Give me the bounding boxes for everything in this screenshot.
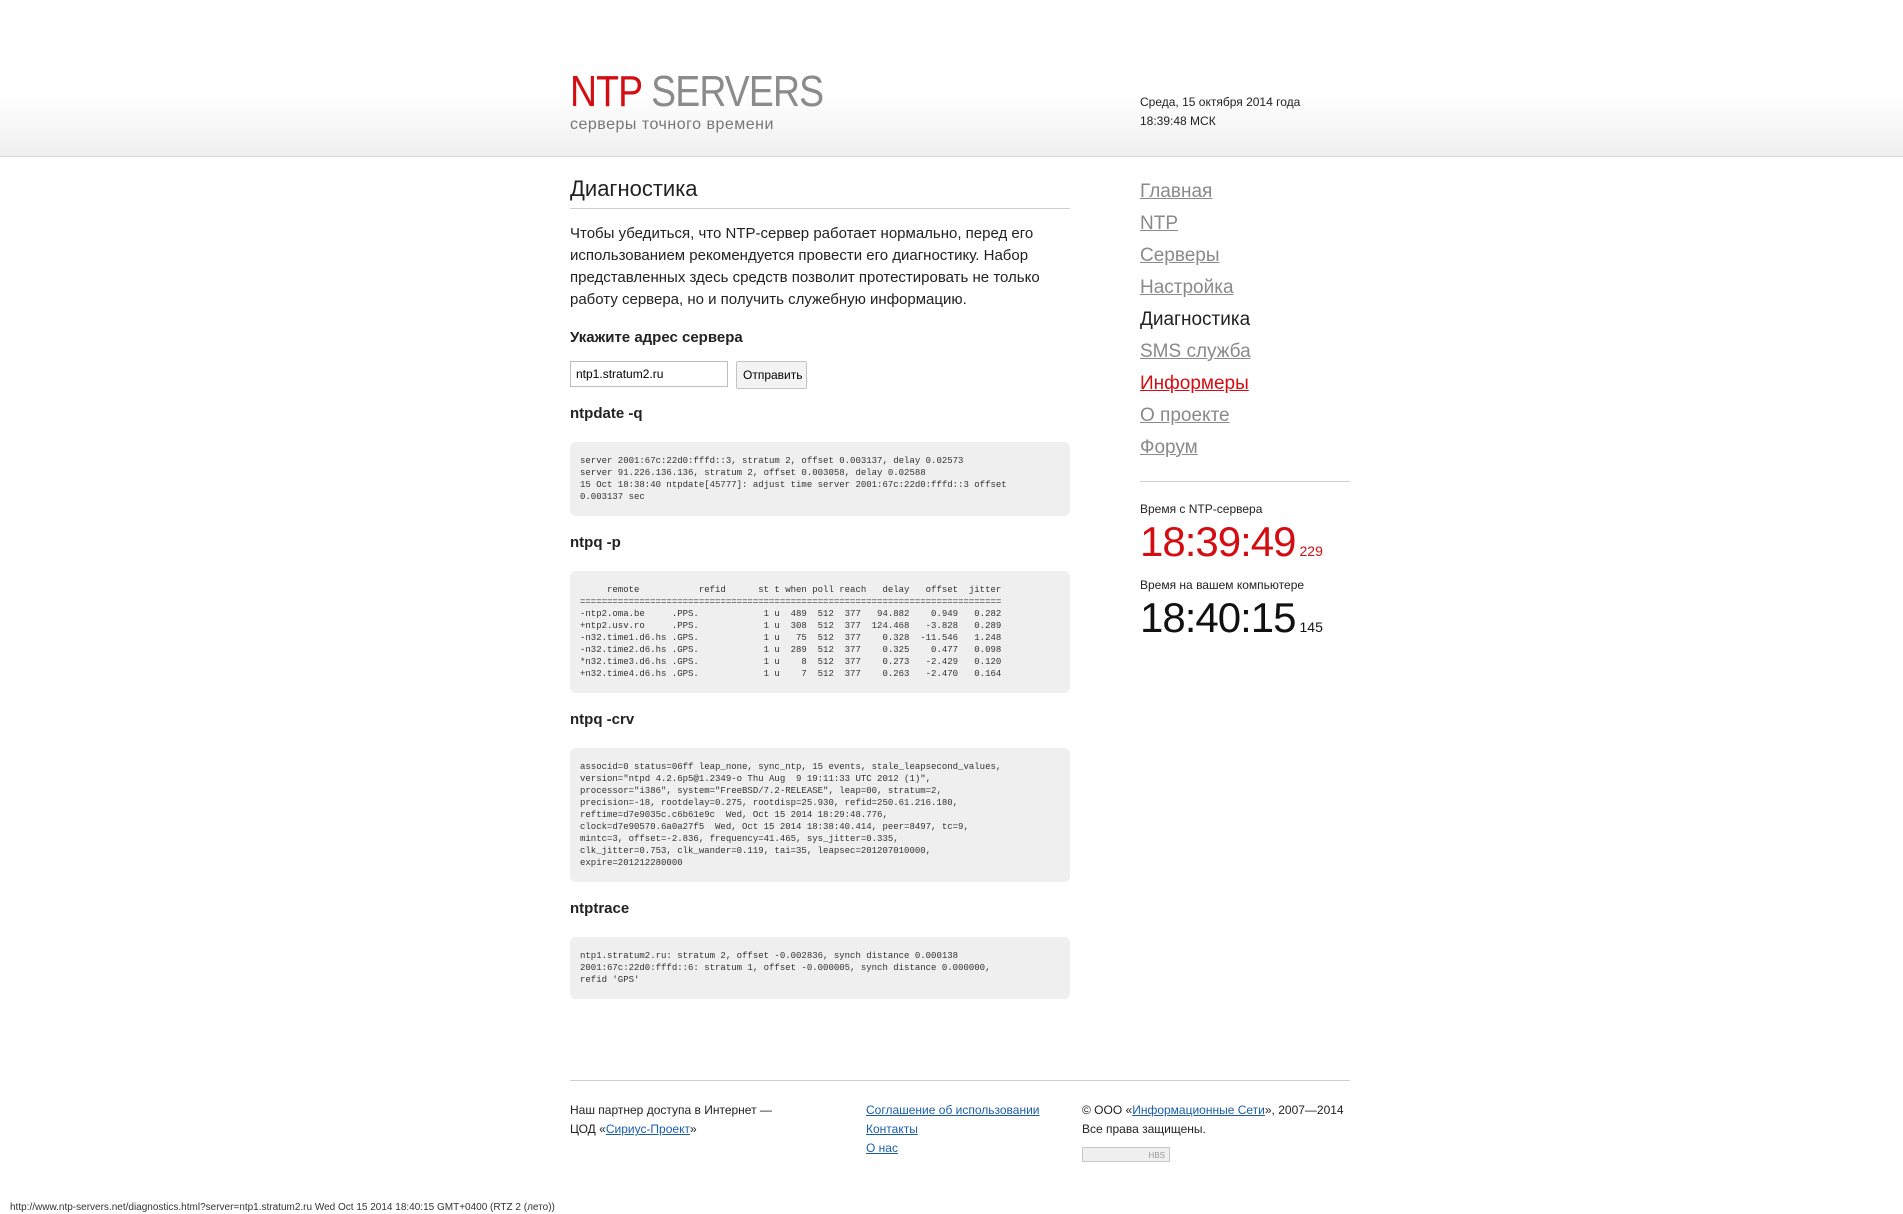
nav-item-setup[interactable]: Настройка	[1140, 277, 1234, 298]
header-date: Среда, 15 октября 2014 года	[1140, 95, 1301, 109]
nav-item-forum[interactable]: Форум	[1140, 437, 1198, 458]
sidebar	[1140, 176, 1350, 642]
footer-link-terms[interactable]: Соглашение об использовании	[866, 1103, 1040, 1117]
nav-item-about[interactable]: О проекте	[1140, 405, 1230, 426]
diag-section	[570, 534, 1070, 693]
page-title: Диагностика	[570, 176, 1070, 209]
footer-partner	[570, 1101, 772, 1139]
partner-link[interactable]: Сириус-Проект	[605, 1122, 690, 1136]
intro-text: Чтобы убедиться, что NTP-сервер работает нормально, перед его использованием рекомендуется провести его диагностику. Набор представленных здесь средств позволит протестировать не только работу сервера, но и получить служебную информацию.	[570, 225, 1040, 308]
diag-section	[570, 900, 1070, 999]
logo-title	[570, 67, 824, 116]
output-ntptrace: ntp1.stratum2.ru: stratum 2, offset -0.002836, synch distance 0.000138 2001:67c:22d0:fffd::6: stratum 1, offset -0.000005, synch distance 0.000000, refid 'GPS'	[570, 937, 1070, 999]
copyright-line	[1082, 1101, 1344, 1120]
site-logo[interactable]	[570, 67, 868, 134]
diag-section	[570, 711, 1070, 882]
nav-item-sms[interactable]: SMS служба	[1140, 341, 1251, 362]
header	[0, 0, 1903, 157]
hit-counter[interactable]: HBS	[1082, 1147, 1170, 1162]
nav-item-diagnostics: Диагностика	[1140, 309, 1251, 330]
server-form	[570, 361, 1070, 391]
sidebar-divider	[1140, 481, 1350, 482]
partner-line-2	[570, 1120, 772, 1139]
main-content	[570, 176, 1070, 999]
nav-item-informers[interactable]: Информеры	[1140, 373, 1249, 394]
rights-text: Все права защищены.	[1082, 1122, 1206, 1136]
logo-servers: SERVERS	[651, 67, 824, 116]
pc-clock	[1140, 594, 1350, 642]
copyright-suffix: », 2007—2014	[1264, 1103, 1344, 1117]
footer-copyright	[1082, 1101, 1344, 1162]
server-address-input[interactable]	[570, 361, 728, 387]
section-title-ntpdate: ntpdate -q	[570, 405, 643, 422]
footer	[570, 1080, 1350, 1160]
ntp-clock	[1140, 518, 1350, 566]
main-nav	[1140, 176, 1350, 464]
nav-item-ntp[interactable]: NTP	[1140, 213, 1178, 234]
ntp-ms: 229	[1299, 543, 1323, 559]
address-label: Укажите адрес сервера	[570, 329, 743, 346]
output-ntpq-p: remote refid st t when poll reach delay offset jitter ============================================================================== -ntp2.oma.be .PPS. 1 u 489 512 377 94.882 0.949 0.282 +ntp2.usv.ro .PPS. 1 u 308 512 377 124.468 -3.828 0.289 -n32.time1.d6.hs .GPS. 1 u 75 512 377 0.328 -11.546 1.248 -n32.time2.d6.hs .GPS. 1 u 289 512 377 0.325 0.477 0.098 *n32.time3.d6.hs .GPS. 1 u 8 512 377 0.273 -2.429 0.120 +n32.time4.d6.hs .GPS. 1 u 7 512 377 0.263 -2.470 0.164	[570, 571, 1070, 693]
logo-subtitle: серверы точного времени	[570, 116, 774, 133]
diag-section	[570, 405, 1070, 516]
footer-link-contacts[interactable]: Контакты	[866, 1122, 918, 1136]
partner-prefix: ЦОД «	[570, 1122, 606, 1136]
footer-links	[866, 1101, 1040, 1158]
output-ntpdate: server 2001:67c:22d0:fffd::3, stratum 2, offset 0.003137, delay 0.02573 server 91.226.136.136, stratum 2, offset 0.003058, delay 0.02588 15 Oct 18:38:40 ntpdate[45777]: adjust time server 2001:67c:22d0:fffd::3 offset 0.003137 sec	[570, 442, 1070, 516]
logo-ntp: NTP	[570, 67, 642, 116]
section-title-ntptrace: ntptrace	[570, 900, 630, 917]
copyright-link[interactable]: Информационные Сети	[1132, 1103, 1265, 1117]
partner-suffix: »	[689, 1122, 697, 1136]
header-datetime	[1140, 93, 1300, 131]
section-title-ntpq-p: ntpq -p	[570, 534, 621, 551]
partner-line: Наш партнер доступа в Интернет —	[570, 1103, 772, 1117]
copyright-prefix: © ООО «	[1082, 1103, 1133, 1117]
section-title-ntpq-crv: ntpq -crv	[570, 711, 635, 728]
header-time: 18:39:48 МСК	[1140, 114, 1216, 128]
pc-time: 18:40:15	[1140, 594, 1296, 641]
pc-time-label: Время на вашем компьютере	[1140, 578, 1305, 592]
ntp-time-label: Время с NTP-сервера	[1140, 502, 1263, 516]
submit-button[interactable]: Отправить	[736, 361, 807, 389]
pc-ms: 145	[1299, 619, 1323, 635]
nav-item-home[interactable]: Главная	[1140, 181, 1213, 202]
output-ntpq-crv: associd=0 status=06ff leap_none, sync_ntp, 15 events, stale_leapsecond_values, version="ntpd 4.2.6p5@1.2349-o Thu Aug 9 19:11:33 UTC 2012 (1)", processor="i386", system="FreeBSD/7.2-RELEASE", leap=00, stratum=2, precision=-18, rootdelay=0.275, rootdisp=25.930, refid=250.61.216.180, reftime=d7e9035c.c6b61e9c Wed, Oct 15 2014 18:29:48.776, clock=d7e90570.6a0a27f5 Wed, Oct 15 2014 18:38:40.414, peer=8497, tc=9, mintc=3, offset=-2.836, frequency=41.465, sys_jitter=0.335, clk_jitter=0.753, clk_wander=0.119, tai=35, leapsec=201207010000, expire=201212280000	[570, 748, 1070, 882]
status-bar: http://www.ntp-servers.net/diagnostics.html?server=ntp1.stratum2.ru Wed Oct 15 2014 18:40:15 GMT+0400 (RTZ 2 (лето))	[10, 1202, 555, 1213]
nav-item-servers[interactable]: Серверы	[1140, 245, 1220, 266]
ntp-time: 18:39:49	[1140, 518, 1296, 565]
footer-link-about[interactable]: О нас	[866, 1141, 898, 1155]
